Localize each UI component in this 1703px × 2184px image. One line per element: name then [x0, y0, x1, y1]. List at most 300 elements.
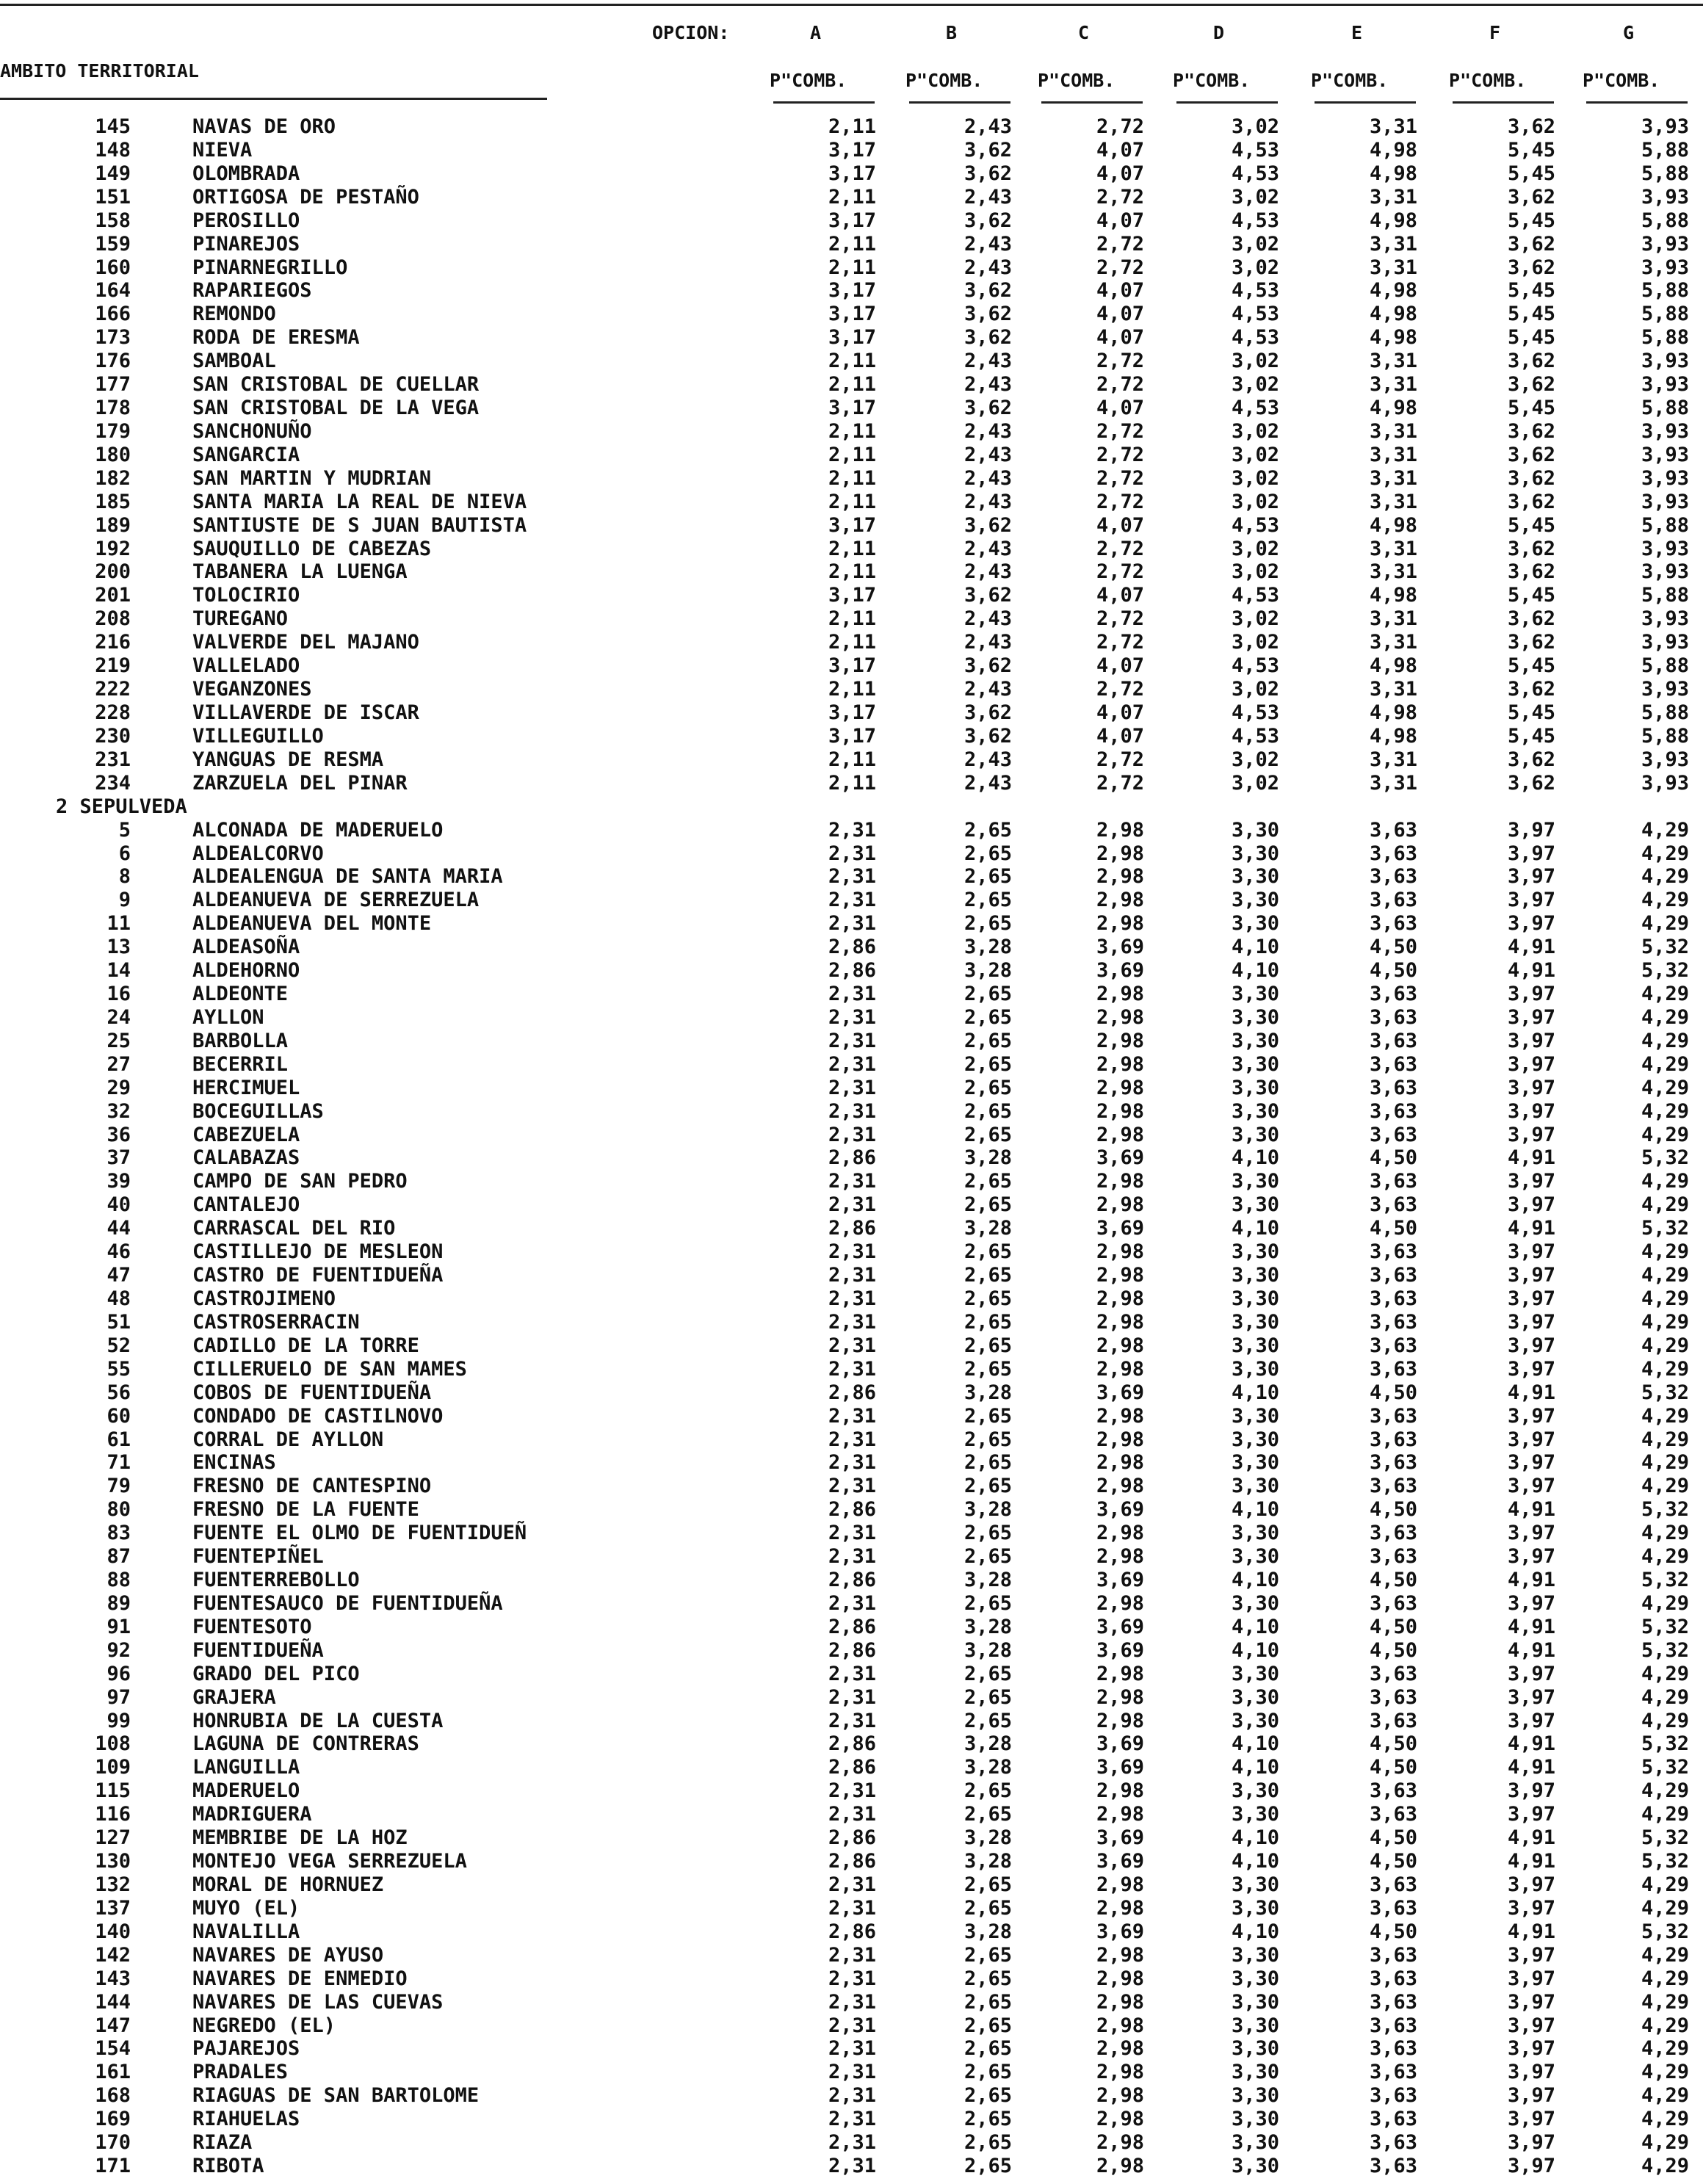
price-cell-b: 3,28 — [963, 1732, 1012, 1755]
price-cell-g: 5,32 — [1641, 1639, 1689, 1662]
municipality-code: 8 — [118, 865, 131, 888]
municipality-code: 219 — [95, 654, 131, 677]
price-cell-g: 4,29 — [1641, 1405, 1689, 1428]
price-cell-d: 4,10 — [1231, 1732, 1279, 1755]
price-cell-b: 2,65 — [963, 1475, 1012, 1497]
municipality-code: 147 — [95, 2014, 131, 2037]
price-cell-b: 2,65 — [963, 1686, 1012, 1709]
price-cell-d: 4,10 — [1231, 1146, 1279, 1169]
price-cell-b: 2,65 — [963, 1053, 1012, 1076]
price-cell-c: 2,72 — [1096, 678, 1144, 701]
price-cell-d: 3,30 — [1231, 2108, 1279, 2130]
price-cell-e: 4,98 — [1369, 303, 1417, 325]
price-cell-c: 3,69 — [1096, 1616, 1144, 1638]
price-cell-f: 3,97 — [1507, 1873, 1555, 1896]
municipality-code: 230 — [95, 725, 131, 748]
price-cell-d: 3,30 — [1231, 1873, 1279, 1896]
price-cell-b: 2,43 — [963, 420, 1012, 443]
price-cell-a: 3,17 — [828, 162, 876, 185]
price-cell-b: 2,65 — [963, 865, 1012, 888]
table-row — [0, 491, 1703, 514]
price-cell-a: 2,31 — [828, 1405, 876, 1428]
price-cell-e: 3,31 — [1369, 607, 1417, 630]
price-cell-b: 3,28 — [963, 1569, 1012, 1591]
price-cell-g: 3,93 — [1641, 467, 1689, 490]
price-cell-c: 2,72 — [1096, 186, 1144, 209]
price-cell-d: 3,30 — [1231, 1710, 1279, 1732]
price-cell-g: 5,88 — [1641, 654, 1689, 677]
price-cell-d: 3,02 — [1231, 467, 1279, 490]
price-cell-f: 5,45 — [1507, 326, 1555, 349]
table-row — [0, 373, 1703, 397]
price-cell-f: 3,97 — [1507, 1428, 1555, 1451]
price-cell-g: 4,29 — [1641, 1522, 1689, 1544]
municipality-name: NAVARES DE LAS CUEVAS — [192, 1991, 444, 2014]
option-g-column-label: P"COMB. — [1583, 70, 1660, 91]
price-cell-b: 3,62 — [963, 701, 1012, 724]
price-cell-g: 3,93 — [1641, 538, 1689, 560]
price-cell-f: 4,91 — [1507, 1732, 1555, 1755]
municipality-name: MADRIGUERA — [192, 1803, 312, 1826]
municipality-name: CORRAL DE AYLLON — [192, 1428, 384, 1451]
price-cell-g: 5,88 — [1641, 139, 1689, 162]
municipality-code: 145 — [95, 115, 131, 138]
price-cell-a: 2,86 — [828, 1850, 876, 1873]
municipality-code: 51 — [106, 1311, 131, 1334]
price-cell-e: 4,50 — [1369, 1639, 1417, 1662]
option-f-letter: F — [1489, 22, 1501, 43]
price-cell-c: 2,72 — [1096, 748, 1144, 771]
price-cell-c: 3,69 — [1096, 1217, 1144, 1240]
price-cell-g: 5,88 — [1641, 279, 1689, 302]
price-cell-g: 4,29 — [1641, 842, 1689, 865]
price-cell-c: 2,98 — [1096, 2037, 1144, 2060]
municipality-name: CAMPO DE SAN PEDRO — [192, 1170, 408, 1193]
price-cell-f: 3,97 — [1507, 1006, 1555, 1029]
municipality-name: MADERUELO — [192, 1779, 300, 1802]
price-cell-a: 2,86 — [828, 1569, 876, 1591]
price-cell-e: 4,98 — [1369, 326, 1417, 349]
price-cell-d: 4,53 — [1231, 654, 1279, 677]
price-cell-g: 4,29 — [1641, 1428, 1689, 1451]
price-cell-e: 3,63 — [1369, 1358, 1417, 1381]
price-cell-b: 3,62 — [963, 725, 1012, 748]
municipality-code: 83 — [106, 1522, 131, 1544]
municipality-code: 27 — [106, 1053, 131, 1076]
price-cell-e: 4,98 — [1369, 514, 1417, 537]
price-cell-c: 2,98 — [1096, 2084, 1144, 2107]
price-cell-g: 4,29 — [1641, 1358, 1689, 1381]
price-cell-g: 3,93 — [1641, 115, 1689, 138]
price-cell-d: 3,30 — [1231, 1522, 1279, 1544]
price-cell-e: 4,50 — [1369, 1850, 1417, 1873]
price-cell-f: 4,91 — [1507, 1146, 1555, 1169]
price-cell-c: 2,98 — [1096, 1287, 1144, 1310]
price-cell-d: 3,30 — [1231, 1686, 1279, 1709]
municipality-code: 234 — [95, 772, 131, 795]
price-cell-g: 3,93 — [1641, 491, 1689, 513]
price-cell-g: 4,29 — [1641, 1053, 1689, 1076]
price-cell-c: 4,07 — [1096, 654, 1144, 677]
price-cell-b: 2,43 — [963, 444, 1012, 466]
price-cell-f: 3,97 — [1507, 2061, 1555, 2083]
municipality-code: 46 — [106, 1240, 131, 1263]
price-cell-c: 3,69 — [1096, 959, 1144, 982]
price-cell-e: 3,31 — [1369, 678, 1417, 701]
table-row — [0, 2037, 1703, 2061]
price-cell-a: 2,31 — [828, 2014, 876, 2037]
price-cell-g: 3,93 — [1641, 420, 1689, 443]
price-cell-e: 3,63 — [1369, 1428, 1417, 1451]
municipality-code: 13 — [106, 936, 131, 958]
price-cell-c: 2,72 — [1096, 772, 1144, 795]
municipality-code: 222 — [95, 678, 131, 701]
table-row — [0, 2131, 1703, 2155]
municipality-name: CANTALEJO — [192, 1193, 300, 1216]
price-cell-e: 3,63 — [1369, 1873, 1417, 1896]
price-cell-a: 2,11 — [828, 607, 876, 630]
price-cell-a: 2,31 — [828, 1592, 876, 1615]
municipality-name: MUYO (EL) — [192, 1897, 300, 1920]
price-cell-a: 2,31 — [828, 1053, 876, 1076]
price-cell-a: 2,11 — [828, 444, 876, 466]
price-cell-a: 2,31 — [828, 1803, 876, 1826]
municipality-name: ZARZUELA DEL PINAR — [192, 772, 408, 795]
municipality-name: ALDEALENGUA DE SANTA MARIA — [192, 865, 503, 888]
price-cell-e: 3,63 — [1369, 1170, 1417, 1193]
price-cell-e: 4,50 — [1369, 959, 1417, 982]
table-row — [0, 115, 1703, 139]
price-cell-b: 2,65 — [963, 1545, 1012, 1568]
municipality-code: 154 — [95, 2037, 131, 2060]
price-cell-e: 4,98 — [1369, 654, 1417, 677]
municipality-code: 148 — [95, 139, 131, 162]
price-cell-g: 3,93 — [1641, 607, 1689, 630]
price-cell-b: 2,65 — [963, 1592, 1012, 1615]
price-cell-g: 5,32 — [1641, 1850, 1689, 1873]
price-cell-d: 4,10 — [1231, 1850, 1279, 1873]
price-cell-b: 2,65 — [963, 842, 1012, 865]
price-cell-a: 2,11 — [828, 256, 876, 279]
price-cell-e: 4,50 — [1369, 1826, 1417, 1849]
price-cell-f: 3,97 — [1507, 1287, 1555, 1310]
municipality-code: 228 — [95, 701, 131, 724]
price-cell-c: 4,07 — [1096, 584, 1144, 607]
table-row — [0, 1170, 1703, 1193]
price-cell-e: 4,98 — [1369, 162, 1417, 185]
municipality-name: CILLERUELO DE SAN MAMES — [192, 1358, 467, 1381]
price-cell-d: 3,30 — [1231, 1944, 1279, 1967]
option-e-underline — [1315, 101, 1416, 104]
price-cell-f: 5,45 — [1507, 654, 1555, 677]
table-row — [0, 1967, 1703, 1991]
table-row — [0, 584, 1703, 607]
municipality-code: 208 — [95, 607, 131, 630]
price-cell-g: 5,32 — [1641, 1217, 1689, 1240]
price-cell-b: 2,43 — [963, 233, 1012, 256]
price-cell-d: 3,30 — [1231, 1311, 1279, 1334]
price-cell-c: 3,69 — [1096, 1146, 1144, 1169]
municipality-name: TABANERA LA LUENGA — [192, 560, 408, 583]
municipality-name: ALDEHORNO — [192, 959, 300, 982]
price-cell-c: 4,07 — [1096, 279, 1144, 302]
price-cell-g: 5,32 — [1641, 1756, 1689, 1779]
option-label: OPCION: — [652, 22, 730, 43]
municipality-name: FUENTESAUCO DE FUENTIDUEÑA — [192, 1592, 503, 1615]
price-cell-g: 3,93 — [1641, 748, 1689, 771]
price-cell-f: 3,97 — [1507, 819, 1555, 842]
municipality-code: 80 — [106, 1498, 131, 1521]
price-cell-g: 4,29 — [1641, 889, 1689, 911]
municipality-code: 170 — [95, 2131, 131, 2154]
price-cell-d: 4,10 — [1231, 1381, 1279, 1404]
price-cell-a: 2,31 — [828, 1100, 876, 1123]
price-cell-c: 2,98 — [1096, 1944, 1144, 1967]
price-cell-b: 2,65 — [963, 1170, 1012, 1193]
municipality-name: TOLOCIRIO — [192, 584, 300, 607]
price-cell-g: 4,29 — [1641, 1100, 1689, 1123]
price-cell-g: 4,29 — [1641, 1991, 1689, 2014]
price-cell-d: 4,53 — [1231, 162, 1279, 185]
price-cell-f: 3,97 — [1507, 1053, 1555, 1076]
price-cell-a: 2,31 — [828, 1897, 876, 1920]
municipality-name: MEMBRIBE DE LA HOZ — [192, 1826, 408, 1849]
table-row — [0, 1522, 1703, 1545]
price-cell-g: 4,29 — [1641, 2131, 1689, 2154]
table-row — [0, 1873, 1703, 1897]
municipality-name: VILLEGUILLO — [192, 725, 324, 748]
table-row — [0, 959, 1703, 983]
price-cell-b: 2,43 — [963, 373, 1012, 396]
table-row — [0, 1077, 1703, 1100]
price-cell-b: 2,65 — [963, 2014, 1012, 2037]
table-row — [0, 2155, 1703, 2178]
municipality-name: BECERRIL — [192, 1053, 289, 1076]
municipality-name: ALDEANUEVA DE SERREZUELA — [192, 889, 480, 911]
price-cell-e: 4,50 — [1369, 1381, 1417, 1404]
price-cell-c: 2,98 — [1096, 1897, 1144, 1920]
price-cell-c: 2,98 — [1096, 912, 1144, 935]
price-cell-d: 3,02 — [1231, 772, 1279, 795]
price-cell-c: 2,98 — [1096, 1663, 1144, 1685]
price-cell-b: 2,65 — [963, 1030, 1012, 1052]
table-row — [0, 1779, 1703, 1803]
price-cell-c: 4,07 — [1096, 139, 1144, 162]
price-cell-f: 3,97 — [1507, 2108, 1555, 2130]
municipality-name: RIAHUELAS — [192, 2108, 300, 2130]
municipality-name: RODA DE ERESMA — [192, 326, 360, 349]
price-cell-f: 3,97 — [1507, 1710, 1555, 1732]
price-cell-e: 3,63 — [1369, 1405, 1417, 1428]
municipality-name: RIAGUAS DE SAN BARTOLOME — [192, 2084, 480, 2107]
price-cell-b: 3,62 — [963, 303, 1012, 325]
municipality-code: 231 — [95, 748, 131, 771]
municipality-code: 179 — [95, 420, 131, 443]
price-cell-d: 3,30 — [1231, 1779, 1279, 1802]
municipality-code: 5 — [118, 819, 131, 842]
municipality-code: 216 — [95, 631, 131, 654]
municipality-code: 176 — [95, 350, 131, 372]
table-row — [0, 1897, 1703, 1920]
price-cell-f: 3,97 — [1507, 2014, 1555, 2037]
option-g-underline — [1586, 101, 1688, 104]
price-cell-b: 2,43 — [963, 560, 1012, 583]
municipality-name: CABEZUELA — [192, 1124, 300, 1146]
option-b-column-label: P"COMB. — [905, 70, 983, 91]
price-cell-c: 2,98 — [1096, 1124, 1144, 1146]
price-cell-g: 4,29 — [1641, 1077, 1689, 1099]
price-cell-d: 4,10 — [1231, 1826, 1279, 1849]
price-cell-a: 2,31 — [828, 2108, 876, 2130]
price-cell-d: 4,10 — [1231, 1920, 1279, 1943]
price-cell-e: 4,50 — [1369, 1616, 1417, 1638]
price-cell-c: 3,69 — [1096, 936, 1144, 958]
price-cell-c: 2,98 — [1096, 1358, 1144, 1381]
price-cell-b: 2,65 — [963, 1944, 1012, 1967]
municipality-name: HONRUBIA DE LA CUESTA — [192, 1710, 444, 1732]
table-row — [0, 842, 1703, 866]
price-cell-g: 4,29 — [1641, 1897, 1689, 1920]
price-cell-b: 2,65 — [963, 1311, 1012, 1334]
price-cell-d: 4,10 — [1231, 1498, 1279, 1521]
price-cell-f: 3,62 — [1507, 467, 1555, 490]
price-cell-g: 4,29 — [1641, 1663, 1689, 1685]
price-cell-e: 4,50 — [1369, 1498, 1417, 1521]
price-cell-g: 5,88 — [1641, 397, 1689, 419]
municipality-name: ALCONADA DE MADERUELO — [192, 819, 444, 842]
price-cell-b: 3,62 — [963, 654, 1012, 677]
price-cell-c: 2,98 — [1096, 842, 1144, 865]
price-cell-a: 2,31 — [828, 1967, 876, 1990]
price-cell-c: 2,72 — [1096, 631, 1144, 654]
price-cell-e: 3,31 — [1369, 420, 1417, 443]
municipality-name: ALDEALCORVO — [192, 842, 324, 865]
municipality-name: FUENTIDUEÑA — [192, 1639, 324, 1662]
price-cell-e: 3,63 — [1369, 1967, 1417, 1990]
price-cell-d: 4,10 — [1231, 1616, 1279, 1638]
table-row — [0, 538, 1703, 561]
municipality-code: 182 — [95, 467, 131, 490]
table-row — [0, 1920, 1703, 1944]
price-cell-f: 3,62 — [1507, 444, 1555, 466]
price-cell-c: 2,98 — [1096, 2108, 1144, 2130]
price-cell-a: 3,17 — [828, 701, 876, 724]
municipality-code: 6 — [118, 842, 131, 865]
table-row — [0, 1663, 1703, 1686]
price-cell-b: 2,43 — [963, 538, 1012, 560]
municipality-name: LAGUNA DE CONTRERAS — [192, 1732, 419, 1755]
price-cell-f: 5,45 — [1507, 303, 1555, 325]
price-cell-b: 2,65 — [963, 1967, 1012, 1990]
municipality-name: FUENTE EL OLMO DE FUENTIDUEÑ — [192, 1522, 527, 1544]
table-row — [0, 1475, 1703, 1498]
price-cell-d: 3,30 — [1231, 1077, 1279, 1099]
price-cell-d: 3,02 — [1231, 678, 1279, 701]
table-row — [0, 1124, 1703, 1147]
price-cell-e: 3,63 — [1369, 1897, 1417, 1920]
price-cell-d: 3,02 — [1231, 444, 1279, 466]
price-cell-a: 2,31 — [828, 1944, 876, 1967]
price-cell-f: 5,45 — [1507, 279, 1555, 302]
municipality-code: 116 — [95, 1803, 131, 1826]
price-cell-a: 3,17 — [828, 209, 876, 232]
price-cell-g: 4,29 — [1641, 1311, 1689, 1334]
price-cell-g: 5,88 — [1641, 162, 1689, 185]
table-row — [0, 1991, 1703, 2014]
municipality-code: 91 — [106, 1616, 131, 1638]
price-cell-c: 3,69 — [1096, 1920, 1144, 1943]
price-cell-a: 2,11 — [828, 560, 876, 583]
price-cell-a: 2,31 — [828, 1475, 876, 1497]
table-row — [0, 1756, 1703, 1779]
option-d-letter: D — [1213, 22, 1225, 43]
price-cell-f: 3,97 — [1507, 1405, 1555, 1428]
price-cell-d: 3,02 — [1231, 538, 1279, 560]
price-cell-e: 3,63 — [1369, 2131, 1417, 2154]
price-cell-g: 4,29 — [1641, 1710, 1689, 1732]
municipality-code: 160 — [95, 256, 131, 279]
price-cell-f: 4,91 — [1507, 1920, 1555, 1943]
price-cell-b: 2,65 — [963, 2155, 1012, 2177]
price-cell-f: 5,45 — [1507, 701, 1555, 724]
price-cell-f: 5,45 — [1507, 397, 1555, 419]
price-cell-c: 2,98 — [1096, 2014, 1144, 2037]
price-cell-b: 2,65 — [963, 1287, 1012, 1310]
price-cell-g: 4,29 — [1641, 1334, 1689, 1357]
price-cell-g: 4,29 — [1641, 2108, 1689, 2130]
price-cell-e: 3,31 — [1369, 115, 1417, 138]
price-cell-f: 3,97 — [1507, 842, 1555, 865]
municipality-name: LANGUILLA — [192, 1756, 300, 1779]
price-cell-e: 4,50 — [1369, 1756, 1417, 1779]
top-rule — [0, 4, 1703, 6]
price-cell-e: 3,63 — [1369, 1264, 1417, 1287]
municipality-code: 25 — [106, 1030, 131, 1052]
table-row — [0, 772, 1703, 795]
price-cell-d: 4,53 — [1231, 326, 1279, 349]
price-cell-e: 3,31 — [1369, 491, 1417, 513]
municipality-code: 71 — [106, 1451, 131, 1474]
price-cell-d: 3,02 — [1231, 631, 1279, 654]
municipality-name: CASTRO DE FUENTIDUEÑA — [192, 1264, 444, 1287]
table-row — [0, 2061, 1703, 2084]
price-cell-f: 4,91 — [1507, 1569, 1555, 1591]
price-cell-e: 4,98 — [1369, 397, 1417, 419]
municipality-code: 189 — [95, 514, 131, 537]
option-d-column-label: P"COMB. — [1173, 70, 1251, 91]
municipality-name: NIEVA — [192, 139, 253, 162]
price-cell-g: 3,93 — [1641, 256, 1689, 279]
price-cell-g: 5,88 — [1641, 209, 1689, 232]
option-d-underline — [1176, 101, 1278, 104]
price-cell-f: 3,97 — [1507, 1311, 1555, 1334]
price-cell-c: 2,98 — [1096, 1100, 1144, 1123]
price-cell-g: 4,29 — [1641, 2061, 1689, 2083]
table-row — [0, 1616, 1703, 1639]
price-cell-c: 2,98 — [1096, 1053, 1144, 1076]
price-cell-d: 3,30 — [1231, 1475, 1279, 1497]
price-cell-e: 3,31 — [1369, 444, 1417, 466]
price-cell-b: 3,28 — [963, 1756, 1012, 1779]
municipality-code: 89 — [106, 1592, 131, 1615]
table-row — [0, 1100, 1703, 1124]
table-row — [0, 936, 1703, 959]
table-row — [0, 983, 1703, 1006]
municipality-name: CASTROJIMENO — [192, 1287, 336, 1310]
price-cell-a: 2,31 — [828, 1264, 876, 1287]
table-row — [0, 1006, 1703, 1030]
price-cell-d: 3,30 — [1231, 842, 1279, 865]
